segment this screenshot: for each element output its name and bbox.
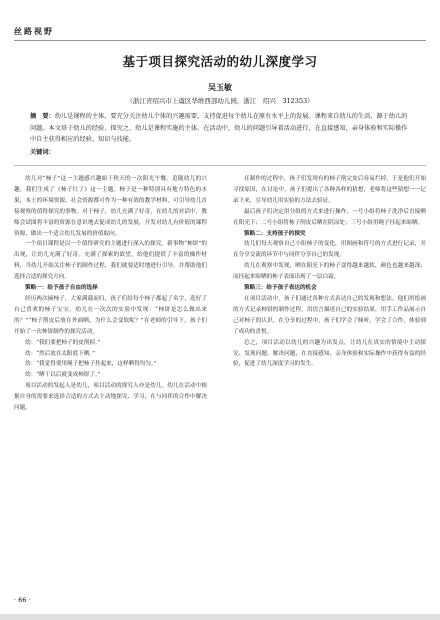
page-number: · 66 · [14, 596, 31, 604]
keywords [30, 147, 410, 159]
author-name: 吴玉敏 [208, 82, 232, 92]
paragraph: 在项目活动中，孩子们通过各种方式表达自己的发现和想法。他们用绘画的方式记录柿饼的制作过程，用语言描述自己的实验结果，用手工作品展示自己对柿子的认识。在分享的过程中，孩子们学会了倾听，学会了合作，体验到了成功的喜悦。 [233, 295, 426, 335]
article-title: 基于项目探究活动的幼儿深度学习 [122, 54, 318, 69]
paragraph: 幼儿们每天观察自己小组柿子的变化，用图画和符号的方式进行记录，并在分享交流的环节中与同伴分享自己的发现。 [233, 241, 426, 259]
author-affiliation: （浙江省绍兴市上虞区华维西部幼儿园，浙江 绍兴 312353） [126, 97, 314, 105]
paragraph: 幼儿在观察中发现，晒在阳光下的柿子变得越来越软，颜色也越来越深；而挂起来晾晒的柿子表面出现了一层白霜。 [233, 263, 426, 281]
abstract-label: 摘 要： [30, 113, 55, 120]
body-column-right [233, 174, 426, 370]
header-rule [14, 40, 426, 41]
bottom-bar [0, 614, 440, 620]
abstract-text: 幼儿是课程的主体，要充分关注幼儿个体的兴趣需要，支持促进每个幼儿在原有水平上的发展。课程来自幼儿的生活，源于幼儿的问题。本文基于幼儿的经验，探究之，幼儿是课程实施的主体。在活动中，幼儿的问题引导着活动进行，在直接感知、亲身体验和实际操作中自主获得相应的经验、知识与技能。 [30, 113, 408, 143]
paragraph: 最后孩子们决定用分组的方式来进行操作，一号小组将柿子洗净后直接晒在阳光下；二号小组将柿子削皮后晒在阴凉处；三号小组用绳子挂起来晾晒。 [233, 208, 426, 226]
paragraph: 经历两次摘柿子，大家满载而归，孩子们给每个柿子都起了名字，选好了自己喜欢的柿子宝宝。幼儿在一次次的实验中发现：“柿饼是怎么做出来的？”“柿子削皮后放在外面晒，为什么会变软呢？”在老师的引导下，孩子们开始了一次柿饼制作的探究活动。 [14, 295, 207, 335]
dialogue-line: 幼：“我觉得要用绳子把柿子挂起来，这样晒得均匀。” [25, 361, 157, 368]
abstract [30, 111, 410, 146]
abstract-divider [14, 165, 426, 166]
dialogue-line: 幼：“晒干以后就变成柿饼了。” [25, 372, 101, 379]
subheading: 策略二：支持孩子的探究 [244, 230, 306, 237]
paragraph: 在制作的过程中，孩子们发现有的柿子削完皮后容易烂掉，于是他们开始寻找原因，在讨论中，孩子们提出了各种各样的猜想，老师将这些猜想一一记录下来，引导幼儿用实验的方法去验证。 [233, 176, 426, 204]
paragraph: 项目活动的发起人是幼儿，项目活动的探究人亦是幼儿。幼儿在活动中根据自身的需要来选择合适的方式去主动地探究、学习，在与同伴的合作中解决问题。 [14, 383, 207, 412]
keywords-label: 关键词： [30, 148, 55, 156]
body-column-left [14, 174, 207, 414]
subheading: 策略一：给予孩子自由的选择 [25, 285, 98, 292]
dialogue-line: 幼：“然后放在太阳底下晒。” [25, 350, 96, 357]
dialogue-line: 幼：“我们要把柿子的皮削掉。” [25, 339, 101, 346]
paragraph: 一个项目课程是以一个值得研究的主题进行深入的探究。新事物“柿饼”的出现，让幼儿充满了好奇。充满了探索的欲望，给他们提供了丰富的操作材料，当幼儿开始关注柿子的制作过程，我们就要适时地进行引导，并帮助他们选择合适的探究方向。 [14, 241, 207, 281]
section-tag: 丝路视野 [14, 27, 54, 36]
paragraph: 幼儿对“柿子”这一主题感兴趣始于秋天的一次阳光午餐。追随幼儿的兴趣，我们生成了《柿子红了》这一主题。柿子是一种特别具有地方特色的水果，本土的环境资源、社会资源都可作为一种有效的教学材料，可引导幼儿直接观察的值得探究的事物。对于柿子，幼儿充满了好奇，在幼儿的对话中，教师会试图将丰富的资源在意识地去促成幼儿的发展，开发对幼儿有价值的课程资源，做出一个适合幼儿发展的价值取向。 [14, 176, 207, 237]
paragraph: 总之，项目活动以幼儿的兴趣为出发点，让幼儿在真实的情境中主动探究、发现问题、解决问题，在直接感知、亲身体验和实际操作中获得有益的经验，促进了幼儿深度学习的发生。 [233, 339, 426, 368]
abstract-block [30, 111, 410, 158]
subheading: 策略三：给予孩子表达的机会 [244, 285, 317, 292]
